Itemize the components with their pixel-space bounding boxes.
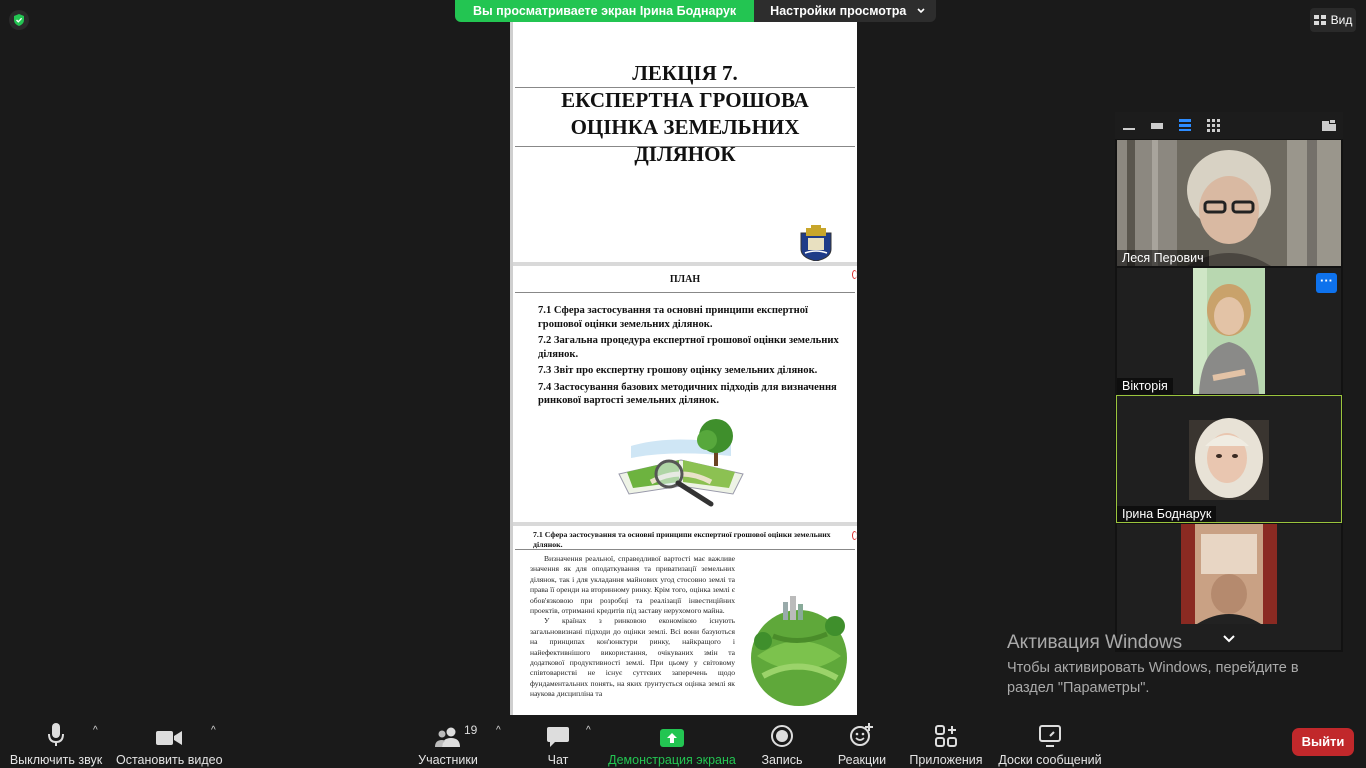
mute-label: Выключить звук xyxy=(9,753,103,767)
participant-video xyxy=(1117,268,1341,394)
meeting-toolbar xyxy=(0,715,1366,768)
record-button[interactable] xyxy=(752,721,812,767)
windows-activation-watermark xyxy=(1007,632,1327,698)
chat-label: Чат xyxy=(547,753,569,767)
slide-plan xyxy=(513,266,857,522)
minimize-icon[interactable] xyxy=(1123,119,1135,131)
participant-name: Вікторія xyxy=(1117,378,1173,394)
mute-button[interactable] xyxy=(6,721,106,767)
lecture-number: ЛЕКЦІЯ 7. xyxy=(632,61,738,85)
apps-icon xyxy=(935,725,957,747)
share-banner-text: Вы просматриваете экран Ірина Боднарук xyxy=(455,0,754,22)
participant-tile-active-speaker[interactable] xyxy=(1117,396,1341,522)
reactions-label: Реакции xyxy=(837,753,887,767)
panel-toolbar xyxy=(1115,112,1343,139)
slide-section-7-1 xyxy=(513,526,857,715)
apps-button[interactable] xyxy=(906,721,986,767)
shared-screen[interactable] xyxy=(510,22,857,715)
thumbnail-view-icon[interactable] xyxy=(1151,119,1163,131)
plan-item: 7.3 Звіт про експертну грошову оцінку земельних ділянок. xyxy=(538,365,818,376)
chevron-down-icon xyxy=(916,7,926,15)
paragraph: У країнах з ринковою економікою існують загальновизнані підходи до оцінки землі. Всі вони базуються на принципах кон'юнктури ринку, найкращого і найефективнішого використання, очікуваних змін та додаткової продуктивності землі. При цьому у світовому співтоваристві не існує суттєвих заперечень щодо фундаментальних понять, на яких ґрунтується оцінка землі як наукова дисципліна та xyxy=(530,616,735,699)
record-label: Запись xyxy=(761,753,803,767)
plan-title: ПЛАН xyxy=(669,274,701,285)
activation-title: Активация Windows xyxy=(1007,632,1183,653)
stop-video-label: Остановить видео xyxy=(116,753,223,767)
record-icon xyxy=(771,725,793,747)
chat-options-caret[interactable]: ^ xyxy=(586,725,591,736)
share-screen-icon xyxy=(660,729,684,747)
whiteboards-button[interactable] xyxy=(996,721,1104,767)
participants-label: Участники xyxy=(418,753,478,767)
chat-button[interactable] xyxy=(530,721,586,767)
plan-list xyxy=(538,304,848,411)
video-options-caret[interactable]: ^ xyxy=(211,725,216,736)
paragraph: Визначення реальної, справедливої вартості має важливе значення як для оподаткування та приватизації земельних ділянок, так і для укладання майнових угод стосовно землі та права її оренди на вторинному ринку. Крім того, оцінка землі є обов'язковою при розробці та реалізації інвестиційних проектів, отриманні кредитів під заставу нерухомого майна. xyxy=(530,554,735,616)
reactions-smiley-icon xyxy=(850,723,874,747)
participant-tile[interactable] xyxy=(1117,268,1341,394)
slide-title xyxy=(513,22,857,262)
leave-meeting-button[interactable]: Выйти xyxy=(1292,728,1354,756)
section-body xyxy=(530,554,735,700)
view-options-button[interactable] xyxy=(754,0,936,22)
participants-options-caret[interactable]: ^ xyxy=(496,725,501,736)
view-button-label: Вид xyxy=(1330,13,1353,27)
stop-video-button[interactable] xyxy=(116,721,222,767)
university-emblem-icon xyxy=(799,225,833,261)
shield-icon[interactable] xyxy=(9,10,29,30)
participants-icon xyxy=(434,727,462,747)
audio-options-caret[interactable]: ^ xyxy=(93,725,98,736)
plan-item: 7.2 Загальна процедура експертної грошової оцінки земельних ділянок. xyxy=(538,335,839,360)
more-options-button[interactable]: ··· xyxy=(1316,273,1337,293)
reactions-button[interactable] xyxy=(832,721,892,767)
share-screen-button[interactable] xyxy=(608,721,736,767)
activation-description: Чтобы активировать Windows, перейдите в раздел "Параметры". xyxy=(1007,660,1299,696)
plan-item: 7.1 Сфера застосування та основні принципи експертної грошової оцінки земельних ділянок. xyxy=(538,305,808,330)
participant-name: Леся Перович xyxy=(1117,250,1209,266)
plan-item: 7.4 Застосування базових методичних підходів для визначення ринкової вартості земельних ділянок. xyxy=(538,381,837,406)
book-magnifier-illustration xyxy=(611,416,751,511)
whiteboards-label: Доски сообщений xyxy=(998,753,1102,767)
section-title: 7.1 Сфера застосування та основні принципи експертної грошової оцінки земельних ділянок. xyxy=(533,530,831,549)
grid-view-icon xyxy=(1314,15,1326,26)
participants-panel xyxy=(1115,112,1343,652)
participant-video xyxy=(1117,140,1341,266)
video-camera-icon xyxy=(156,729,182,747)
participants-count: 19 xyxy=(464,723,478,737)
participant-video xyxy=(1117,396,1341,522)
whiteboard-icon xyxy=(1039,725,1061,747)
participant-name: Ірина Боднарук xyxy=(1117,506,1216,522)
lecture-title-line2: ОЦІНКА ЗЕМЕЛЬНИХ xyxy=(570,115,800,139)
lecture-title-line3: ДІЛЯНОК xyxy=(634,142,736,166)
strip-view-icon[interactable] xyxy=(1179,119,1191,131)
pop-out-icon[interactable] xyxy=(1322,119,1336,131)
view-options-label: Настройки просмотра xyxy=(770,4,907,18)
green-globe-illustration xyxy=(743,596,855,711)
participant-tile[interactable] xyxy=(1117,140,1341,266)
share-screen-label: Демонстрация экрана xyxy=(608,753,736,767)
apps-label: Приложения xyxy=(909,753,983,767)
microphone-icon xyxy=(47,723,65,747)
screen-share-banner xyxy=(455,0,936,22)
view-button[interactable] xyxy=(1310,8,1356,32)
lecture-title-line1: ЕКСПЕРТНА ГРОШОВА xyxy=(561,88,809,112)
gallery-view-icon[interactable] xyxy=(1207,119,1220,132)
chat-icon xyxy=(547,727,569,747)
